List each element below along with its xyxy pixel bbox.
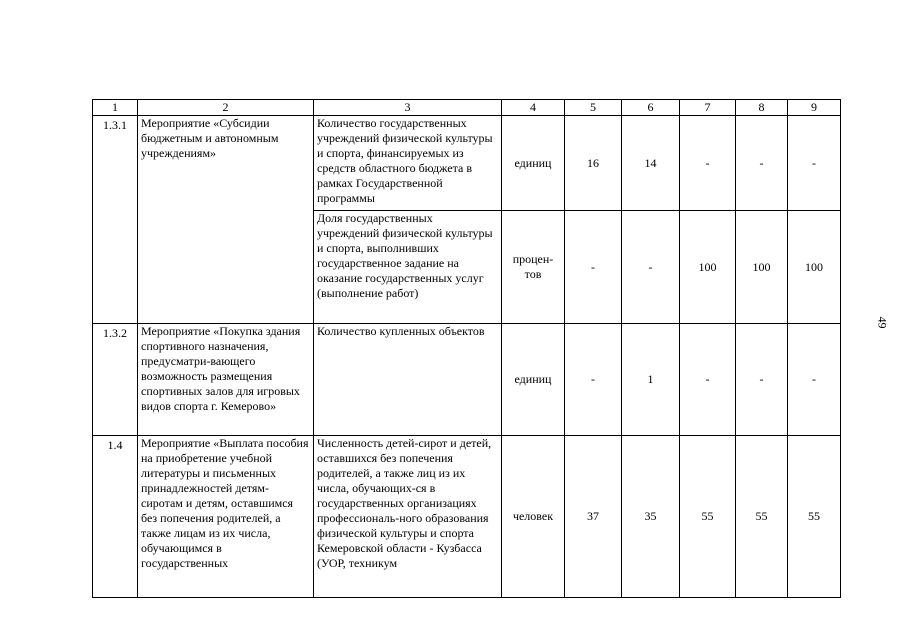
header-cell: 2 xyxy=(138,100,314,116)
indicator-cell: Количество государственных учреждений физической культуры и спорта, финансируемых из средств областного бюджета в рамках Государственной программы xyxy=(314,116,502,211)
value-cell: - xyxy=(565,211,622,324)
header-cell: 9 xyxy=(788,100,841,116)
indicator-cell: Численность детей-сирот и детей, оставшихся без попечения родителей, а также лиц из их числа, обучающих-ся в государственных организациях профессиональ-ного образования физической культуры и спорта Кемеровской области - Кузбасса (УОР, техникум xyxy=(314,436,502,598)
value-cell: 100 xyxy=(736,211,788,324)
row-number: 1.4 xyxy=(93,436,138,598)
header-cell: 1 xyxy=(93,100,138,116)
header-cell: 4 xyxy=(502,100,565,116)
row-number: 1.3.2 xyxy=(93,324,138,436)
value-cell: - xyxy=(680,324,736,436)
value-cell: - xyxy=(788,324,841,436)
indicators-table xyxy=(92,99,841,598)
unit-cell: единиц xyxy=(502,116,565,211)
row-number: 1.3.1 xyxy=(93,116,138,324)
unit-cell: единиц xyxy=(502,324,565,436)
value-cell: 55 xyxy=(736,436,788,598)
indicator-cell: Доля государственных учреждений физической культуры и спорта, выполнивших государственное задание на оказание государственных услуг (выполнение работ) xyxy=(314,211,502,324)
value-cell: 55 xyxy=(788,436,841,598)
unit-cell: процен-тов xyxy=(502,211,565,324)
page-number: 49 xyxy=(875,316,890,329)
value-cell: - xyxy=(788,116,841,211)
value-cell: 16 xyxy=(565,116,622,211)
event-cell: Мероприятие «Покупка здания спортивного назначения, предусматри-вающего возможность размещения спортивных залов для игровых видов спорта г. Кемерово» xyxy=(138,324,314,436)
indicator-cell: Количество купленных объектов xyxy=(314,324,502,436)
event-cell: Мероприятие «Выплата пособия на приобретение учебной литературы и письменных принадлежностей детям-сиротам и детям, оставшимся без попечения родителей, а также лицам из их числа, обучающимся в государственных xyxy=(138,436,314,598)
value-cell: 55 xyxy=(680,436,736,598)
value-cell: 100 xyxy=(788,211,841,324)
header-cell: 6 xyxy=(622,100,680,116)
table-row xyxy=(93,116,841,211)
value-cell: 37 xyxy=(565,436,622,598)
table-row xyxy=(93,324,841,436)
value-cell: - xyxy=(680,116,736,211)
value-cell: 1 xyxy=(622,324,680,436)
event-cell: Мероприятие «Субсидии бюджетным и автономным учреждениям» xyxy=(138,116,314,324)
table-row xyxy=(93,436,841,598)
value-cell: - xyxy=(565,324,622,436)
value-cell: 100 xyxy=(680,211,736,324)
header-cell: 5 xyxy=(565,100,622,116)
value-cell: 14 xyxy=(622,116,680,211)
value-cell: - xyxy=(622,211,680,324)
value-cell: 35 xyxy=(622,436,680,598)
table-header-row xyxy=(93,100,841,116)
header-cell: 8 xyxy=(736,100,788,116)
unit-cell: человек xyxy=(502,436,565,598)
header-cell: 3 xyxy=(314,100,502,116)
header-cell: 7 xyxy=(680,100,736,116)
value-cell: - xyxy=(736,116,788,211)
value-cell: - xyxy=(736,324,788,436)
